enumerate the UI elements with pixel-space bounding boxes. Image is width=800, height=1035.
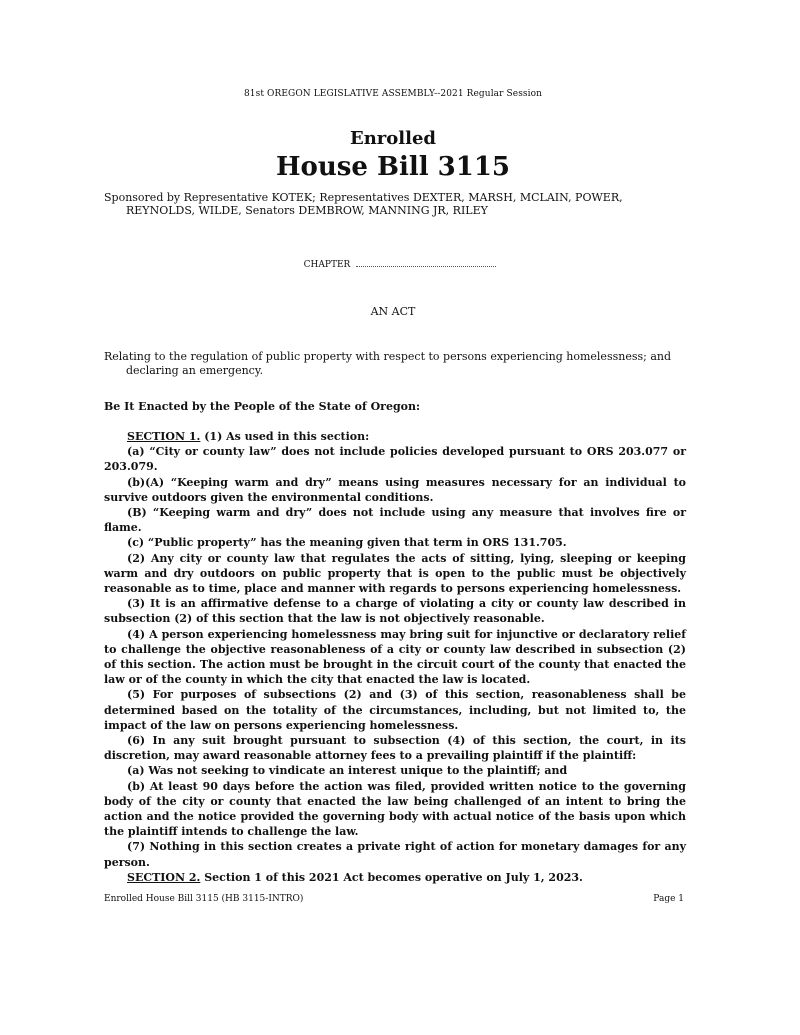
session-header: 81st OREGON LEGISLATIVE ASSEMBLY--2021 Regular Session: [243, 89, 543, 99]
act-title: AN ACT: [370, 305, 416, 318]
section-1-label: SECTION 1.: [127, 430, 201, 443]
chapter-blank: [356, 259, 496, 267]
section-1-sub-7: (7) Nothing in this section creates a private right of action for monetary damages for any person.: [104, 840, 686, 869]
sponsor-line-1: Sponsored by Representative KOTEK; Representatives DEXTER, MARSH, MCLAIN, POWER,: [104, 191, 623, 204]
page-number: Page 1: [653, 894, 684, 904]
sponsor-line-2: REYNOLDS, WILDE, Senators DEMBROW, MANNING JR, RILEY: [126, 204, 488, 217]
section-1-sub-5: (5) For purposes of subsections (2) and (3) of this section, reasonableness shall be determined based on the totality of the circumstances, including, but not limited to, the impact of the law on persons experiencing homelessness.: [104, 688, 686, 732]
section-1-sub-a: (a) “City or county law” does not include policies developed pursuant to ORS 203.077 or 203.079.: [104, 445, 686, 474]
section-1-sub-6: (6) In any suit brought pursuant to subsection (4) of this section, the court, in its discretion, may award reasonable attorney fees to a prevailing plaintiff if the plaintiff:: [104, 734, 686, 763]
enacting-clause: Be It Enacted by the People of the State of Oregon:: [104, 400, 421, 413]
relating-line-1: Relating to the regulation of public property with respect to persons experiencing homelessness; and: [104, 350, 671, 363]
section-2-label: SECTION 2.: [127, 870, 201, 884]
footer-bill-id: Enrolled House Bill 3115 (HB 3115-INTRO): [104, 894, 304, 904]
enrolled-label: Enrolled: [349, 128, 436, 149]
page-footer: [104, 894, 684, 904]
section-1-sub-bB: (B) “Keeping warm and dry” does not include using any measure that involves fire or flame.: [104, 506, 686, 535]
section-1-sub-bA: (b)(A) “Keeping warm and dry” means using measures necessary for an individual to survive outdoors given the environmental conditions.: [104, 475, 686, 504]
chapter-line: [0, 259, 800, 270]
section-2: [104, 870, 686, 885]
section-1-sub-c: (c) “Public property” has the meaning given that term in ORS 131.705.: [127, 536, 567, 550]
sponsor-block: [104, 191, 686, 217]
relating-clause: [104, 350, 686, 378]
section-1-sub-4: (4) A person experiencing homelessness may bring suit for injunctive or declaratory relief to challenge the objective reasonableness of a city or county law described in subsection (2) of this section. The action must be brought in the circuit court of the county that enacted the law or of the county in which the city that enacted the law is located.: [104, 627, 686, 687]
section-2-text: Section 1 of this 2021 Act becomes operative on July 1, 2023.: [200, 870, 583, 884]
section-1-sub-6b: (b) At least 90 days before the action was filed, provided written notice to the governing body of the city or county that enacted the law being challenged of an intent to bring the action and the notice provided the governing body with actual notice of the basis upon which the plaintiff intends to challenge the law.: [104, 779, 686, 839]
bill-title: House Bill 3115: [275, 152, 511, 182]
section-1-sub-3: (3) It is an affirmative defense to a charge of violating a city or county law described in subsection (2) of this section that the law is not objectively reasonable.: [104, 597, 686, 626]
bill-body: [104, 429, 686, 885]
relating-line-2: declaring an emergency.: [126, 364, 264, 377]
section-1-sub-1: (1) As used in this section:: [200, 430, 370, 443]
section-1-heading: [104, 429, 686, 444]
section-1-sub-2: (2) Any city or county law that regulates the acts of sitting, lying, sleeping or keeping warm and dry outdoors on public property that is open to the public must be objectively reasonable as to time, place and manner with regards to persons experiencing homelessness.: [104, 551, 686, 596]
chapter-label: CHAPTER: [303, 260, 351, 270]
section-1-sub-6a: (a) Was not seeking to vindicate an interest unique to the plaintiff; and: [127, 764, 568, 778]
